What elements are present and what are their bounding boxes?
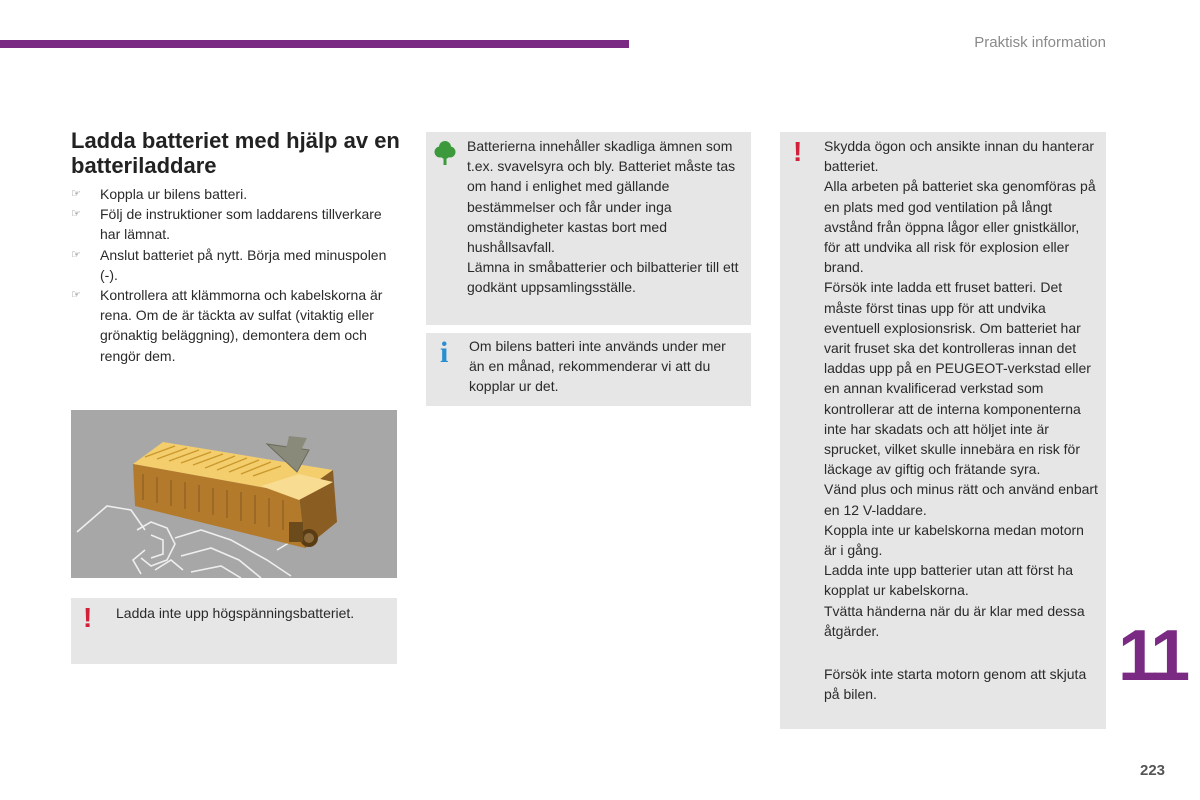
battery-illustration <box>71 410 397 578</box>
chapter-number: 11 <box>1118 616 1187 696</box>
info-notice <box>426 333 751 406</box>
list-item <box>71 245 401 285</box>
paragraph: Lämna in småbatterier och bilbatterier till ett godkänt uppsamlingsställe. <box>467 259 739 296</box>
high-voltage-warning <box>71 598 397 664</box>
tree-icon <box>434 140 456 166</box>
pointing-hand-icon: ☞ <box>71 248 81 261</box>
header-accent-bar <box>0 40 629 48</box>
environment-notice <box>426 132 751 325</box>
paragraph: Skydda ögon och ansikte innan du hanterar batteriet. <box>824 138 1095 175</box>
step-text: Följ de instruktioner som laddarens tillverkare har lämnat. <box>100 206 382 243</box>
paragraph: Ladda inte upp batterier utan att först ha kopplat ur kabelskorna. <box>824 562 1074 599</box>
pointing-hand-icon: ☞ <box>71 208 81 221</box>
section-title: Praktisk information <box>974 34 1106 51</box>
paragraph: Tvätta händerna när du är klar med dessa åtgärder. <box>824 602 1085 639</box>
step-text: Koppla ur bilens batteri. <box>100 186 248 202</box>
step-text: Kontrollera att klämmorna och kabelskorna är rena. Om de är täckta av sulfat (vitaktig eller grönaktig beläggning), demontera dem och rengör dem. <box>100 287 383 364</box>
warning-text-block <box>824 136 1098 641</box>
list-item <box>71 184 401 204</box>
pointing-hand-icon: ☞ <box>71 289 81 302</box>
step-text: Anslut batteriet på nytt. Börja med minuspolen (-). <box>100 246 387 283</box>
pointing-hand-icon: ☞ <box>71 188 81 200</box>
info-icon: i <box>440 336 449 369</box>
info-text: Om bilens batteri inte används under mer än en månad, rekommenderar vi att du kopplar ur det. <box>469 338 726 395</box>
paragraph: Batterierna innehåller skadliga ämnen som t.ex. svavelsyra och bly. Batteriet måste tas om hand i enlighet med gällande bestämmelser och får under inga omständigheter kastas bort med hushållsavfall. <box>467 138 736 256</box>
page-number: 223 <box>1140 762 1166 779</box>
exclamation-icon: ! <box>83 602 93 633</box>
warning-text: Ladda inte upp högspänningsbatteriet. <box>116 605 355 621</box>
exclamation-icon: ! <box>793 136 803 167</box>
battery-drawing <box>71 410 397 578</box>
paragraph: Alla arbeten på batteriet ska genomföras på en plats med god ventilation på långt avstånd från öppna lågor eller gnistkällor, för att undvika all risk för explosion eller brand. <box>824 178 1096 276</box>
safety-warning <box>780 132 1106 729</box>
final-warning: Försök inte starta motorn genom att skjuta på bilen. <box>824 666 1087 703</box>
list-item <box>71 285 401 366</box>
paragraph: Försök inte ladda ett fruset batteri. Det måste först tinas upp för att undvika eventuell explosionsrisk. Om batteriet har varit fruset ska det kontrolleras innan det laddas upp på en PEUGEOT-verkstad eller en annan kvalificerad verkstad som kontrollerar att de interna komponenterna inte har skadats och att höljet inte är sprucket, vilket skulle innebära en risk för läckage av giftig och frätande syra. <box>824 279 1091 478</box>
paragraph: Koppla inte ur kabelskorna medan motorn är i gång. <box>824 521 1084 559</box>
list-item <box>71 204 401 244</box>
paragraph: Vänd plus och minus rätt och använd enbart en 12 V-laddare. <box>824 481 1098 518</box>
page-heading: Ladda batteriet med hjälp av en batteriladdare <box>71 128 400 178</box>
environment-text <box>467 136 742 298</box>
instruction-list <box>71 184 401 366</box>
